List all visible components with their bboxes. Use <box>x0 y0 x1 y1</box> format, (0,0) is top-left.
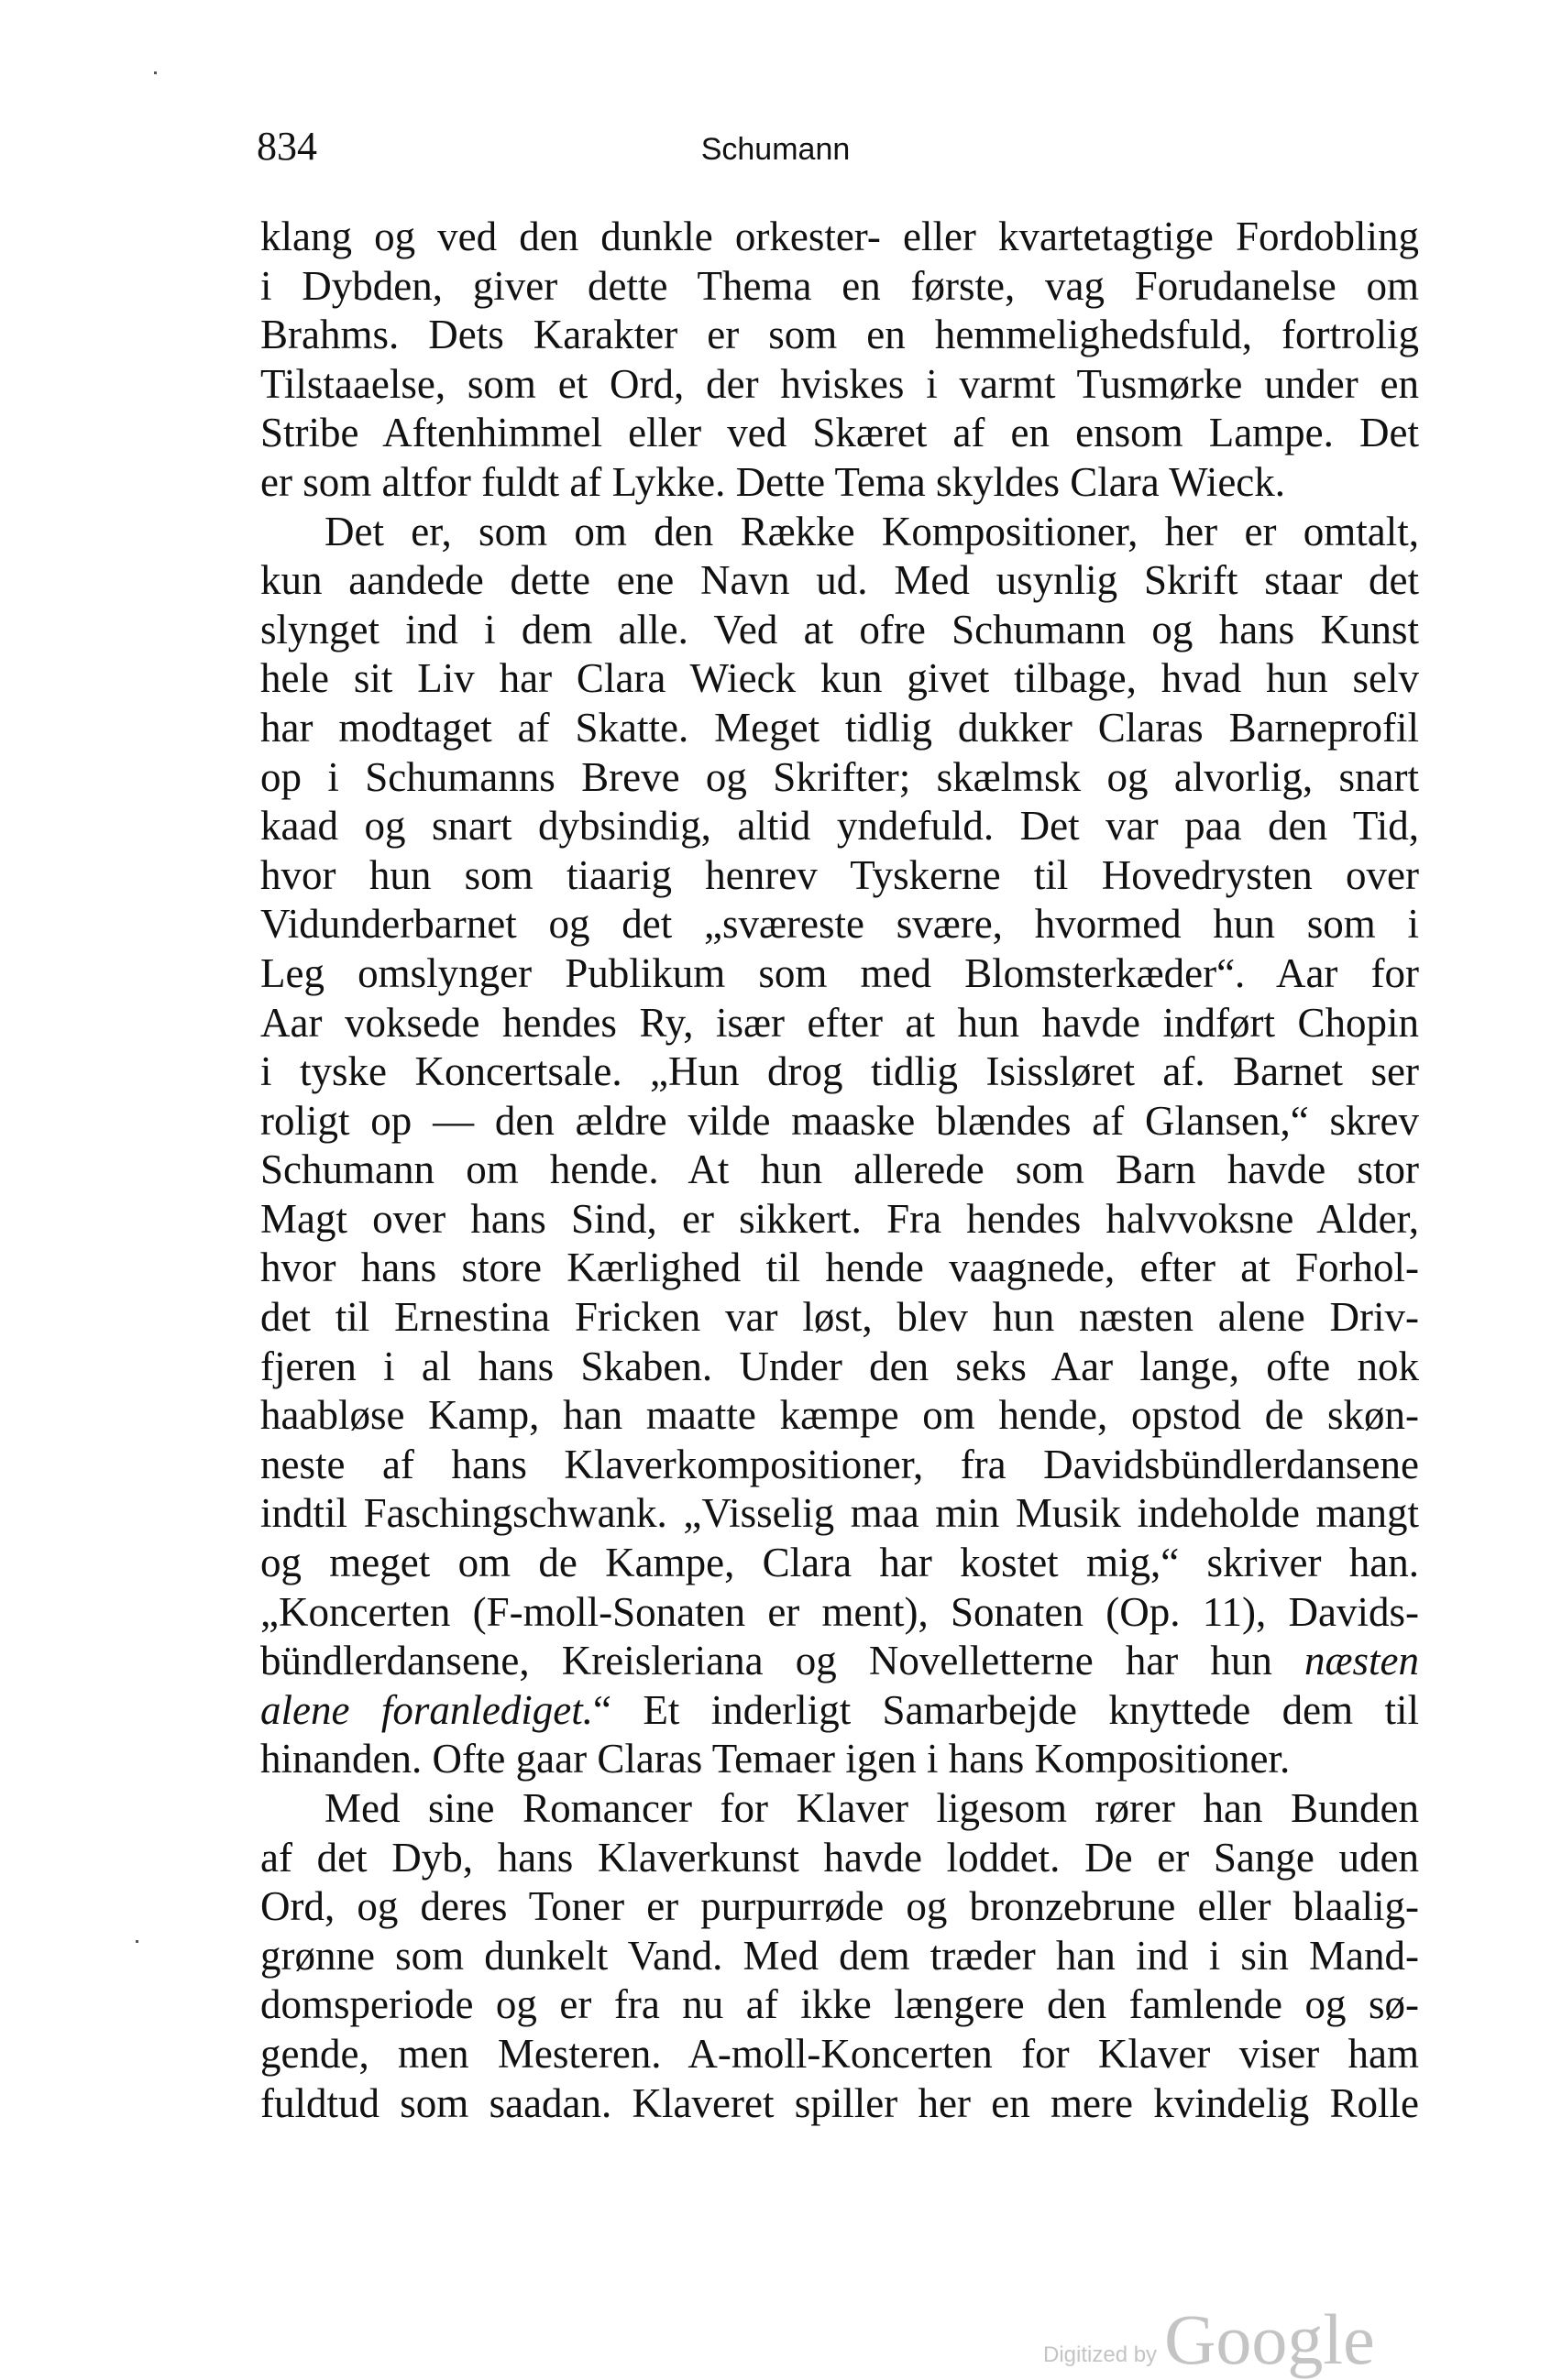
text-line: grønne som dunkelt Vand. Med dem træder han ind i sin Mand- <box>260 1932 1419 1979</box>
text-line: Ord, og deres Toner er purpurrøde og bronzebrune eller blaalig- <box>260 1883 1419 1930</box>
text-line: Tilstaaelse, som et Ord, der hviskes i varmt Tusmørke under en <box>260 360 1419 407</box>
google-watermark <box>1043 2299 1375 2379</box>
text-line: slynget ind i dem alle. Ved at ofre Schumann og hans Kunst <box>260 606 1419 653</box>
text-line: kaad og snart dybsindig, altid yndefuld. Det var paa den Tid, <box>260 803 1419 850</box>
text-line: hele sit Liv har Clara Wieck kun givet tilbage, hvad hun selv <box>260 655 1419 702</box>
text-line: har modtaget af Skatte. Meget tidlig dukker Claras Barneprofil <box>260 704 1419 751</box>
text-line: roligt op — den ældre vilde maaske blændes af Glansen,“ skrev <box>260 1097 1419 1144</box>
text-line: „Koncerten (F-moll-Sonaten er ment), Sonaten (Op. 11), Davids- <box>260 1588 1419 1635</box>
italic-text: alene foranlediget. <box>260 1686 594 1733</box>
text-line: Det er, som om den Række Kompositioner, her er omtalt, <box>324 508 1419 554</box>
text-line: hinanden. Ofte gaar Claras Temaer igen i hans Kompositioner. <box>260 1736 1291 1782</box>
text-line: fuldtud som saadan. Klaveret spiller her en mere kvindelig Rolle <box>260 2079 1419 2126</box>
text-line: Med sine Romancer for Klaver ligesom rører han Bunden <box>324 1785 1419 1831</box>
text-line: hvor hans store Kærlighed til hende vaagnede, efter at Forhol- <box>260 1245 1419 1291</box>
text-line: klang og ved den dunkle orkester- eller kvartetagtige Fordobling <box>260 214 1419 259</box>
text-line: Leg omslynger Publikum som med Blomsterkæder“. Aar for <box>260 949 1419 996</box>
text-line: hvor hun som tiaarig henrev Tyskerne til Hovedrysten over <box>260 851 1419 898</box>
stray-mark <box>136 1940 138 1943</box>
page-number: 834 <box>257 124 317 169</box>
body-text <box>260 213 1419 2128</box>
text-line: op i Schumanns Breve og Skrifter; skælmsk og alvorlig, snart <box>260 753 1419 800</box>
text-line: indtil Faschingschwank. „Visselig maa min Musik indeholde mangt <box>260 1490 1419 1537</box>
italic-text: næsten <box>1304 1638 1419 1684</box>
running-head: Schumann <box>700 132 851 167</box>
text-line: domsperiode og er fra nu af ikke længere den famlende og sø- <box>260 1981 1419 2028</box>
text-line: og meget om de Kampe, Clara har kostet mig,“ skriver han. <box>260 1540 1419 1586</box>
text-line: i tyske Koncertsale. „Hun drog tidlig Isissløret af. Barnet ser <box>260 1048 1419 1095</box>
watermark-prefix: Digitized by <box>1043 2342 1158 2367</box>
text-line: bündlerdansene, Kreisleriana og Novelletterne har hun næsten <box>260 1638 1419 1684</box>
text-line: kun aandede dette ene Navn ud. Med usynlig Skrift staar det <box>260 557 1419 604</box>
text-line: alene foranlediget.“ Et inderligt Samarbejde knyttede dem til <box>260 1686 1419 1733</box>
text-line: er som altfor fuldt af Lykke. Dette Tema skyldes Clara Wieck. <box>260 458 1286 505</box>
text-line: det til Ernestina Fricken var løst, blev hun næsten alene Driv- <box>260 1294 1419 1341</box>
text-line: Vidunderbarnet og det „sværeste svære, hvormed hun som i <box>260 901 1419 948</box>
text-line: Magt over hans Sind, er sikkert. Fra hendes halvvoksne Alder, <box>260 1195 1419 1242</box>
google-logo: Google <box>1164 2299 1375 2379</box>
text-line: gende, men Mesteren. A-moll-Koncerten for Klaver viser ham <box>260 2030 1419 2077</box>
text-line: Brahms. Dets Karakter er som en hemmelighedsfuld, fortrolig <box>260 312 1419 358</box>
text-line: neste af hans Klaverkompositioner, fra Davidsbündlerdansene <box>260 1441 1419 1487</box>
text-line: fjeren i al hans Skaben. Under den seks Aar lange, ofte nok <box>260 1343 1419 1389</box>
text-line: Aar voksede hendes Ry, især efter at hun havde indført Chopin <box>260 999 1419 1046</box>
text-line: Stribe Aftenhimmel eller ved Skæret af en ensom Lampe. Det <box>260 410 1419 456</box>
text-line: Schumann om hende. At hun allerede som Barn havde stor <box>260 1146 1419 1193</box>
text-line: af det Dyb, hans Klaverkunst havde loddet. De er Sange uden <box>260 1834 1419 1881</box>
text-line: i Dybden, giver dette Thema en første, vag Forudanelse om <box>260 262 1419 309</box>
text-line: haabløse Kamp, han maatte kæmpe om hende, opstod de skøn- <box>260 1392 1419 1439</box>
stray-mark <box>154 71 157 74</box>
